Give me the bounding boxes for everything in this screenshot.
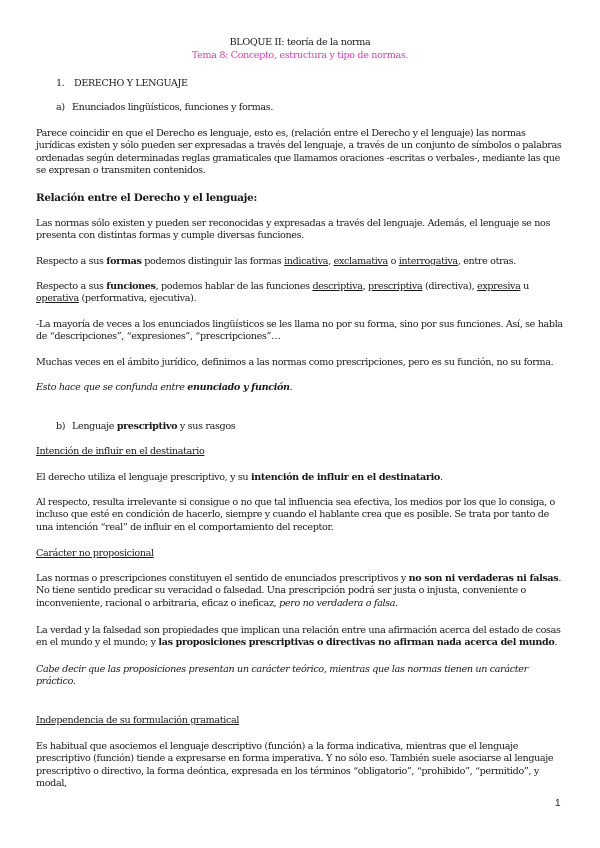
bold-text: intención de influir en el destinatario [250, 472, 440, 483]
subheading-caracter [36, 548, 566, 560]
text: podemos distinguir las formas [141, 256, 285, 267]
italic-text: . [289, 382, 293, 393]
subheading-intencion [36, 446, 566, 458]
underlined-term: indicativa [284, 256, 329, 267]
bold-italic-text: enunciado y función [187, 382, 290, 393]
heading-relacion: Relación entre el Derecho y el lenguaje: [36, 192, 257, 204]
text: (performativa, ejecutiva). [78, 293, 197, 305]
subsection-letter: b) [56, 421, 66, 432]
paragraph-constituyen [36, 573, 566, 610]
italic-text: pero no verdadera o falsa [279, 597, 396, 609]
text: , entre otras. [457, 256, 516, 267]
bold-text: no son ni verdaderas ni falsas [408, 573, 559, 584]
paragraph-normas: Las normas sólo existen y pueden ser reconocidas y expresadas a través del lenguaje. Además, el lenguaje se nos presenta con distintas formas y cumple diversas funciones. [36, 218, 551, 242]
underlined-heading: Carácter no proposicional [36, 548, 154, 559]
text: , [362, 281, 368, 292]
text: . [439, 472, 443, 483]
text: Las normas o prescripciones constituyen el sentido de enunciados prescriptivos y [36, 573, 409, 584]
subsection-title: Enunciados lingüísticos, funciones y formas. [72, 102, 274, 113]
section-number: 1. [56, 78, 65, 89]
text: o [387, 256, 399, 267]
paragraph-respecto: Al respecto, resulta irrelevante si consigue o no que tal influencia sea efectiva, los medios por los que lo consiga, o incluso que esté en condición de hacerlo, siempre y cuando el hablante crea que es posible. Se trata por tanto de una intención “real” de influir en el comportamiento del receptor. [36, 497, 555, 533]
subsection-heading-a [56, 102, 586, 114]
underlined-heading: Intención de influir en el destinatario [36, 446, 205, 457]
underlined-term: interrogativa [398, 256, 458, 267]
text: , podemos hablar de las funciones [155, 281, 313, 292]
underlined-term: exclamativa [333, 256, 388, 267]
underlined-heading: Independencia de su formulación gramatical [36, 715, 240, 726]
text: Respecto a sus [36, 256, 107, 267]
text: . No tiene sentido predicar su veracidad o falsedad. Una prescripción podrá ser justa o injusta, conveniente o inconveniente, racional o arbitraria, eficaz o ineficaz, [36, 573, 562, 609]
text: El derecho utiliza el lenguaje prescriptivo, y su [36, 472, 251, 483]
paragraph-formas [36, 256, 566, 268]
subsection-letter: a) [56, 102, 65, 113]
paragraph-derecho [36, 472, 566, 484]
paragraph-cabe [36, 664, 566, 689]
text: , [328, 256, 334, 267]
paragraph-esto [36, 382, 566, 394]
underlined-term: prescriptiva [367, 281, 423, 292]
section-title: DERECHO Y LENGUAJE [74, 78, 188, 89]
section-heading-1 [56, 78, 586, 90]
bold-text: las proposiciones prescriptivas o directivas no afirman nada acerca del mundo [158, 637, 555, 649]
paragraph-mayoria: -La mayoría de veces a los enunciados lingüísticos se les llama no por su forma, sino por sus funciones. Así, se habla de “descripciones”, “expresiones”, “prescripciones”… [36, 319, 563, 343]
text: Respecto a sus [36, 281, 107, 292]
bold-text: formas [106, 256, 142, 267]
text: Lenguaje [72, 421, 117, 432]
italic-text: Esto hace que se confunda entre [36, 382, 188, 393]
document-title: BLOQUE II: teoría de la norma [229, 37, 371, 48]
text: . [554, 637, 558, 649]
paragraph-verdad [36, 625, 566, 650]
document-subtitle: Tema 8: Concepto, estructura y tipo de normas. [191, 50, 409, 61]
subheading-independencia [36, 715, 566, 727]
text: La verdad y la falsedad son propiedades que implican una relación entre una afirmación acerca del estado de cosas en el mundo y el mundo; y [36, 625, 561, 649]
page-number: 1 [555, 798, 561, 809]
text: . [395, 597, 398, 609]
italic-text: Cabe decir que las proposiciones presentan un carácter teórico, mientras que las normas tienen un carácter práctico. [36, 664, 528, 688]
underlined-term: operativa [36, 293, 79, 305]
text: (directiva), [422, 281, 477, 292]
paragraph-funciones [36, 281, 566, 306]
underlined-term: descriptiva [312, 281, 363, 292]
bold-text: funciones [106, 281, 156, 292]
paragraph-muchas: Muchas veces en el ámbito jurídico, definimos a las normas como prescripciones, pero es su función, no su forma. [36, 357, 554, 368]
underlined-term: expresiva [477, 281, 521, 292]
text: y sus rasgos [177, 421, 236, 432]
text: u [520, 281, 530, 292]
paragraph-intro: Parece coincidir en que el Derecho es lenguaje, esto es, (relación entre el Derecho y el lenguaje) las normas jurídicas existen y sólo pueden ser expresadas a través del lenguaje, a través de un conjunto de símbolos o palabras ordenadas según determinadas reglas gramaticales que llamamos oraciones -escritas o verbales-, mediante las que se expresan o transmiten contenidos. [36, 128, 562, 177]
bold-text: prescriptivo [116, 421, 178, 432]
subsection-heading-b [56, 421, 586, 433]
paragraph-habitual: Es habitual que asociemos el lenguaje descriptivo (función) a la forma indicativa, mientras que el lenguaje prescriptivo (función) tiende a expresarse en forma imperativa. Y no sólo eso. También suele asociarse al lenguaje prescriptivo o directivo, la forma deóntica, expresada en los términos “obligatorio”, “prohibido”, “permitido”, y modal, [36, 741, 554, 790]
